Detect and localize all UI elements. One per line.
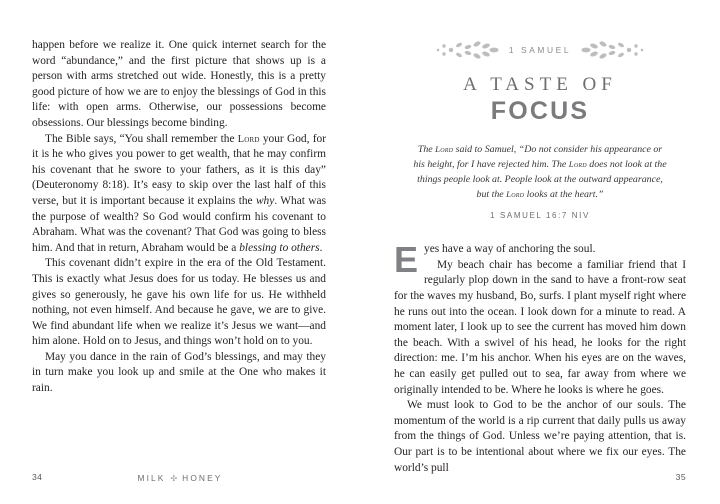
floral-ornament-icon: ✣ <box>170 473 178 483</box>
paragraph-text: yes have a way of anchoring the soul. <box>424 243 596 256</box>
epigraph-text: The Lord said to Samuel, “Do not consider his appearance or his height, for I have rejected him. The Lord does not look at the things people look at. People look at the outward appearance, but the Lord looks at the heart.” <box>413 144 667 200</box>
page-number-right: 35 <box>675 472 686 482</box>
running-head-after: HONEY <box>182 473 223 483</box>
paragraph-with-dropcap <box>394 239 686 281</box>
running-head-before: MILK <box>137 473 166 483</box>
leaf-sprig-left-icon <box>436 40 500 60</box>
paragraph: This covenant didn’t expire in the era of the Old Testament. This is exactly what Jesus does for us today. He blesses us and gives so generously, he gave his own life for us. He withheld nothing, not even himself. And because he gave, we are to give. We find abundant life when we realize it’s Jesus we want—and him alone. Hold on to Jesus, and things won’t hold on to you. <box>32 257 326 348</box>
epigraph-reference: 1 SAMUEL 16:7 NIV <box>490 211 590 221</box>
left-page-body <box>32 38 326 397</box>
page-number-left: 34 <box>32 472 43 482</box>
leaf-sprig-right-icon <box>580 40 644 60</box>
right-page-body <box>394 239 686 476</box>
paragraph: happen before we realize it. One quick internet search for the word “abundance,” and the first picture that shows up is a person with arms stretched out wide. Honestly, this is a pretty good picture of how we are to enjoy the blessings of God in this life: with open arms. Otherwise, our possessions become obsessions. Our blessings become binding. <box>32 39 326 129</box>
chapter-banner-label: 1 SAMUEL <box>508 45 572 55</box>
drop-cap-letter: E <box>394 239 419 281</box>
chapter-header <box>394 40 686 220</box>
right-page <box>360 0 720 504</box>
paragraph: My beach chair has become a familiar friend that I regularly plop down in the sand to have a front-row seat for the waves my husband, Bo, surfs. I plant myself right where he runs out into the ocean. I look down for a minute to read. A moment later, I look up to see the current has moved him down the beach. With a swivel of his head, he looks for the right direction: me. I’m his anchor. When his eyes are on the waves, he can easily get pulled out to sea, far away from where we originally intended to be. Where he looks is where he goes. <box>394 258 686 396</box>
paragraph: May you dance in the rain of God’s blessings, and may they in turn make you look up and smile at the One who makes it rain. <box>32 350 326 395</box>
chapter-title-line-2: FOCUS <box>490 97 590 125</box>
chapter-title-line-1: A TASTE OF <box>463 74 617 95</box>
paragraph: The Bible says, “You shall remember the Lord your God, for it is he who gives you power to get wealth, that he may confirm his covenant that he swore to your fathers, as it is this day” (Deuteronomy 8:18). It’s easy to skip over the last half of this verse, but it is important because it explains the why. What was the purpose of wealth? So God would confirm his covenant to Abraham. What was the covenant? That God was going to bless him. And that in return, Abraham would be a blessing to others. <box>32 132 327 254</box>
chapter-banner <box>394 40 686 60</box>
running-head <box>0 473 360 483</box>
paragraph: We must look to God to be the anchor of our souls. The momentum of the world is a rip current that daily pulls us away from the things of God. Unless we’re paying attention, that is. Our part is to be intentional about where we fix our eyes. The world’s pull <box>394 399 686 474</box>
